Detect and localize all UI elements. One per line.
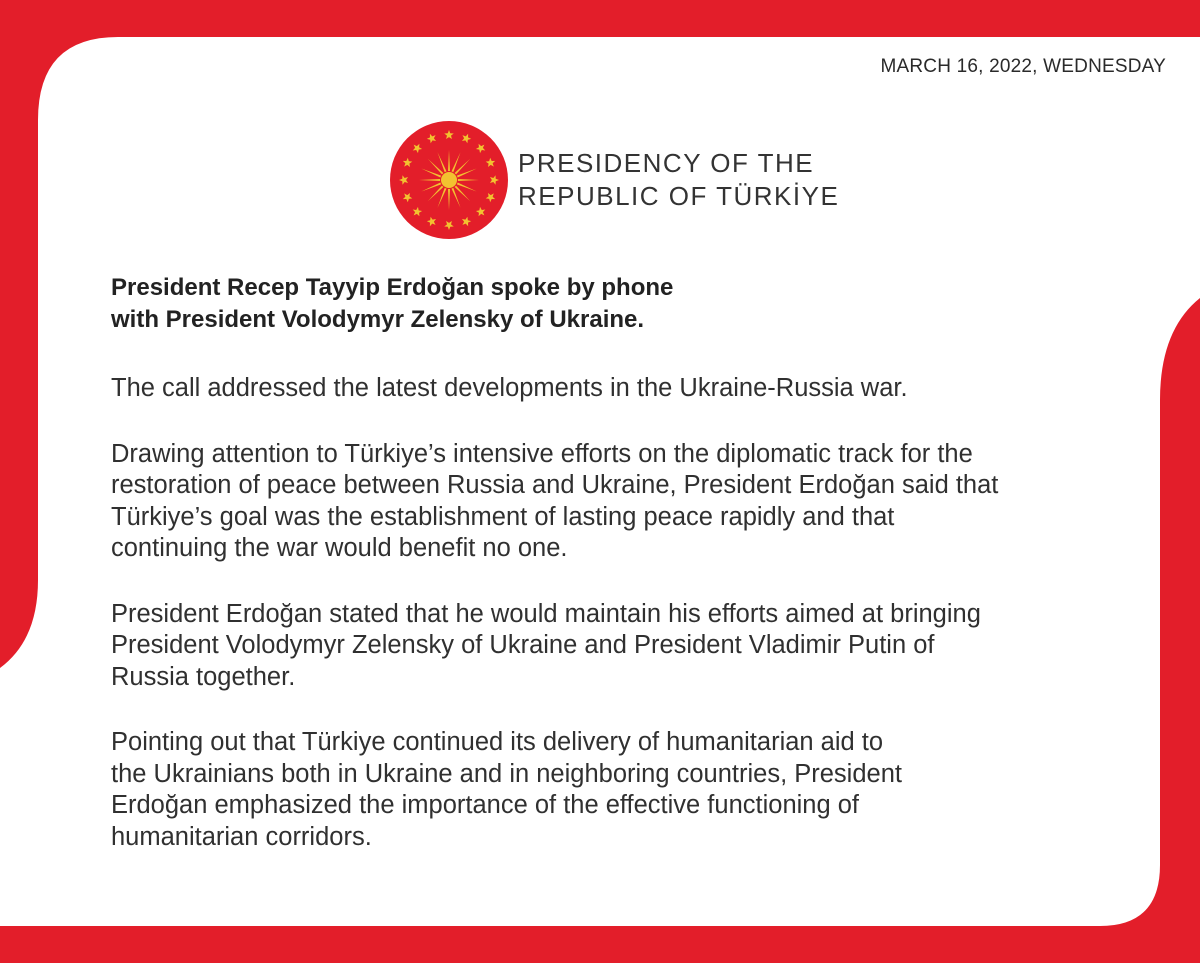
- paragraph-line: President Erdoğan stated that he would maintain his efforts aimed at bringing: [111, 599, 981, 628]
- paragraph-4: [111, 727, 1041, 853]
- paragraph-1: [111, 373, 1041, 405]
- headline-line-2: with President Volodymyr Zelensky of Ukraine.: [111, 306, 645, 333]
- paragraph-line: the Ukrainians both in Ukraine and in neighboring countries, President: [111, 759, 902, 788]
- paragraph-line: Erdoğan emphasized the importance of the effective functioning of: [111, 791, 860, 819]
- paragraph-line: restoration of peace between Russia and Ukraine, President Erdoğan said that: [111, 471, 999, 499]
- sun-core: [441, 172, 457, 188]
- press-release-body: [111, 272, 1041, 887]
- paragraph-line: continuing the war would benefit no one.: [111, 534, 568, 562]
- paragraph-line: humanitarian corridors.: [111, 822, 372, 851]
- paragraph-3: [111, 599, 1041, 694]
- headline-line-1: President Recep Tayyip Erdoğan spoke by phone: [111, 274, 674, 301]
- paragraph-line: The call addressed the latest developments in the Ukraine-Russia war.: [111, 374, 908, 402]
- presidential-seal-icon: [389, 120, 509, 240]
- paragraph-2: [111, 439, 1041, 565]
- organization-name: [518, 147, 839, 213]
- paragraph-line: President Volodymyr Zelensky of Ukraine and President Vladimir Putin of: [111, 631, 935, 659]
- paragraph-line: Drawing attention to Türkiye’s intensive efforts on the diplomatic track for the: [111, 439, 973, 468]
- paragraph-line: Türkiye’s goal was the establishment of lasting peace rapidly and that: [111, 502, 895, 531]
- organization-line-1: PRESIDENCY OF THE: [518, 148, 815, 178]
- organization-line-2: REPUBLIC OF TÜRKİYE: [518, 181, 840, 211]
- paragraph-line: Russia together.: [111, 662, 296, 691]
- paragraph-line: Pointing out that Türkiye continued its delivery of humanitarian aid to: [111, 728, 884, 756]
- release-date: MARCH 16, 2022, WEDNESDAY: [880, 56, 1166, 77]
- headline: [111, 272, 1041, 336]
